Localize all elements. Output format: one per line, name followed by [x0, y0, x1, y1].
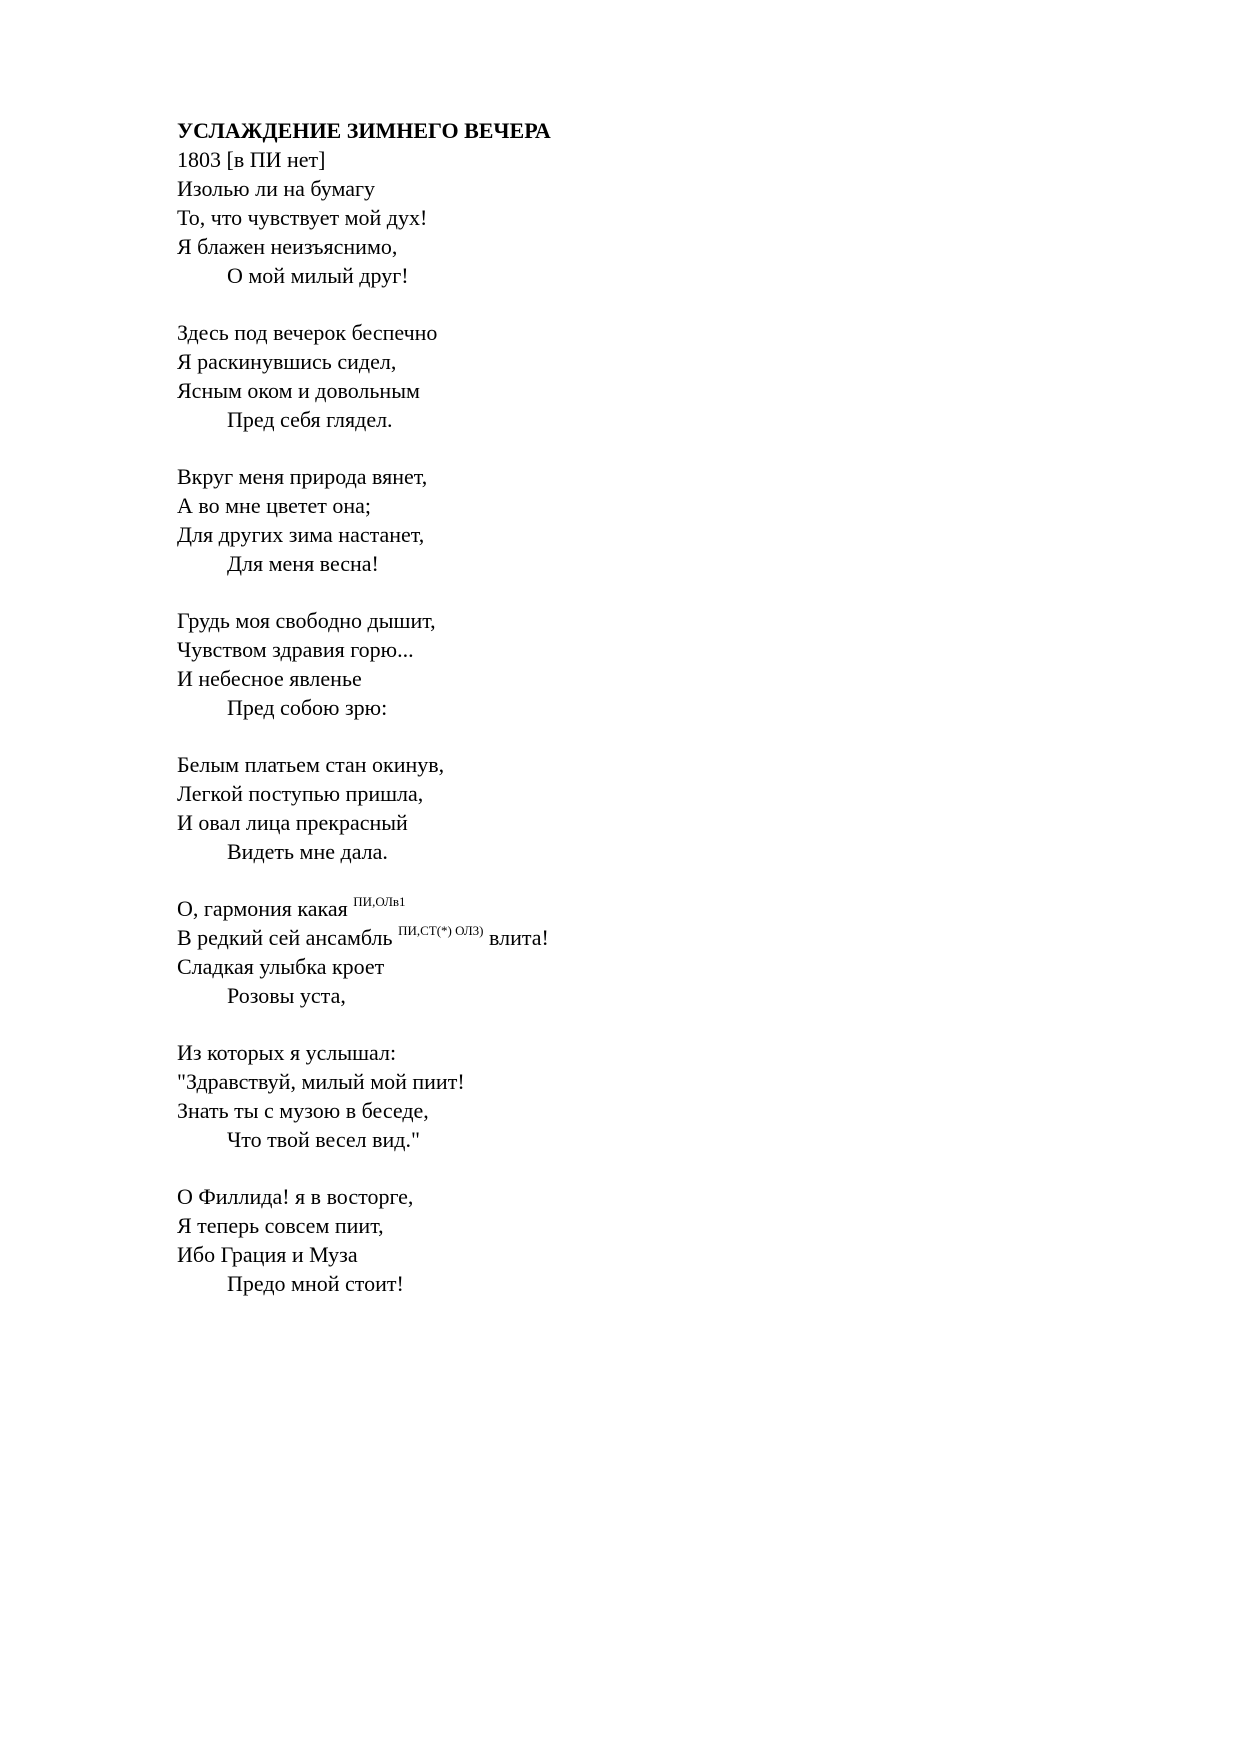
- stanza-4: [177, 606, 1177, 722]
- verse-line: Грудь моя свободно дышит,: [177, 608, 436, 633]
- verse-line: Знать ты с музою в беседе,: [177, 1098, 429, 1123]
- verse-line: Ясным оком и довольным: [177, 378, 420, 403]
- verse-line: Вкруг меня природа вянет,: [177, 464, 428, 489]
- stanza-3: [177, 462, 1177, 578]
- verse-line: Я блажен неизъяснимо,: [177, 234, 398, 259]
- verse-line: Из которых я услышал:: [177, 1040, 397, 1065]
- verse-line-indented: Пред собою зрю:: [227, 695, 388, 720]
- verse-line: "Здравствуй, милый мой пиит!: [177, 1069, 465, 1094]
- verse-text: О, гармония какая: [177, 896, 354, 921]
- verse-line: Чувством здравия горю...: [177, 637, 414, 662]
- verse-line: И овал лица прекрасный: [177, 810, 408, 835]
- document-page: [177, 116, 1177, 1326]
- stanza-1: [177, 145, 1177, 290]
- verse-line-with-note: [177, 894, 1177, 923]
- stanza-6: [177, 894, 1177, 1010]
- verse-line: Ибо Грация и Муза: [177, 1242, 358, 1267]
- poem-title: УСЛАЖДЕНИЕ ЗИМНЕГО ВЕЧЕРА: [177, 118, 551, 143]
- stanza-8: [177, 1182, 1177, 1298]
- verse-line: Легкой поступью пришла,: [177, 781, 424, 806]
- stanza-7: [177, 1038, 1177, 1154]
- verse-line: Сладкая улыбка кроет: [177, 954, 385, 979]
- stanza-2: [177, 318, 1177, 434]
- verse-text: В редкий сей ансамбль: [177, 925, 399, 950]
- verse-line-indented: Видеть мне дала.: [227, 839, 388, 864]
- verse-line: Белым платьем стан окинув,: [177, 752, 445, 777]
- verse-line: Я теперь совсем пиит,: [177, 1213, 384, 1238]
- verse-line: Изолью ли на бумагу: [177, 176, 376, 201]
- stanza-5: [177, 750, 1177, 866]
- verse-line: То, что чувствует мой дух!: [177, 205, 428, 230]
- verse-line-indented: О мой милый друг!: [227, 263, 409, 288]
- verse-line: Я раскинувшись сидел,: [177, 349, 397, 374]
- verse-text-tail: влита!: [483, 925, 549, 950]
- verse-line-indented: Для меня весна!: [227, 551, 379, 576]
- verse-line-indented: Что твой весел вид.": [227, 1127, 420, 1152]
- variant-note: ПИ,СТ(*) ОЛ3): [398, 923, 484, 938]
- date-line: 1803 [в ПИ нет]: [177, 147, 326, 172]
- verse-line-indented: Предо мной стоит!: [227, 1271, 404, 1296]
- verse-line-with-note: [177, 923, 1177, 952]
- verse-line-indented: Пред себя глядел.: [227, 407, 393, 432]
- verse-line: И небесное явленье: [177, 666, 362, 691]
- verse-line: О Филлида! я в восторге,: [177, 1184, 414, 1209]
- verse-line-indented: Розовы уста,: [227, 983, 346, 1008]
- variant-note: ПИ,ОЛв1: [353, 894, 406, 909]
- verse-line: Здесь под вечерок беспечно: [177, 320, 438, 345]
- verse-line: А во мне цветет она;: [177, 493, 372, 518]
- verse-line: Для других зима настанет,: [177, 522, 425, 547]
